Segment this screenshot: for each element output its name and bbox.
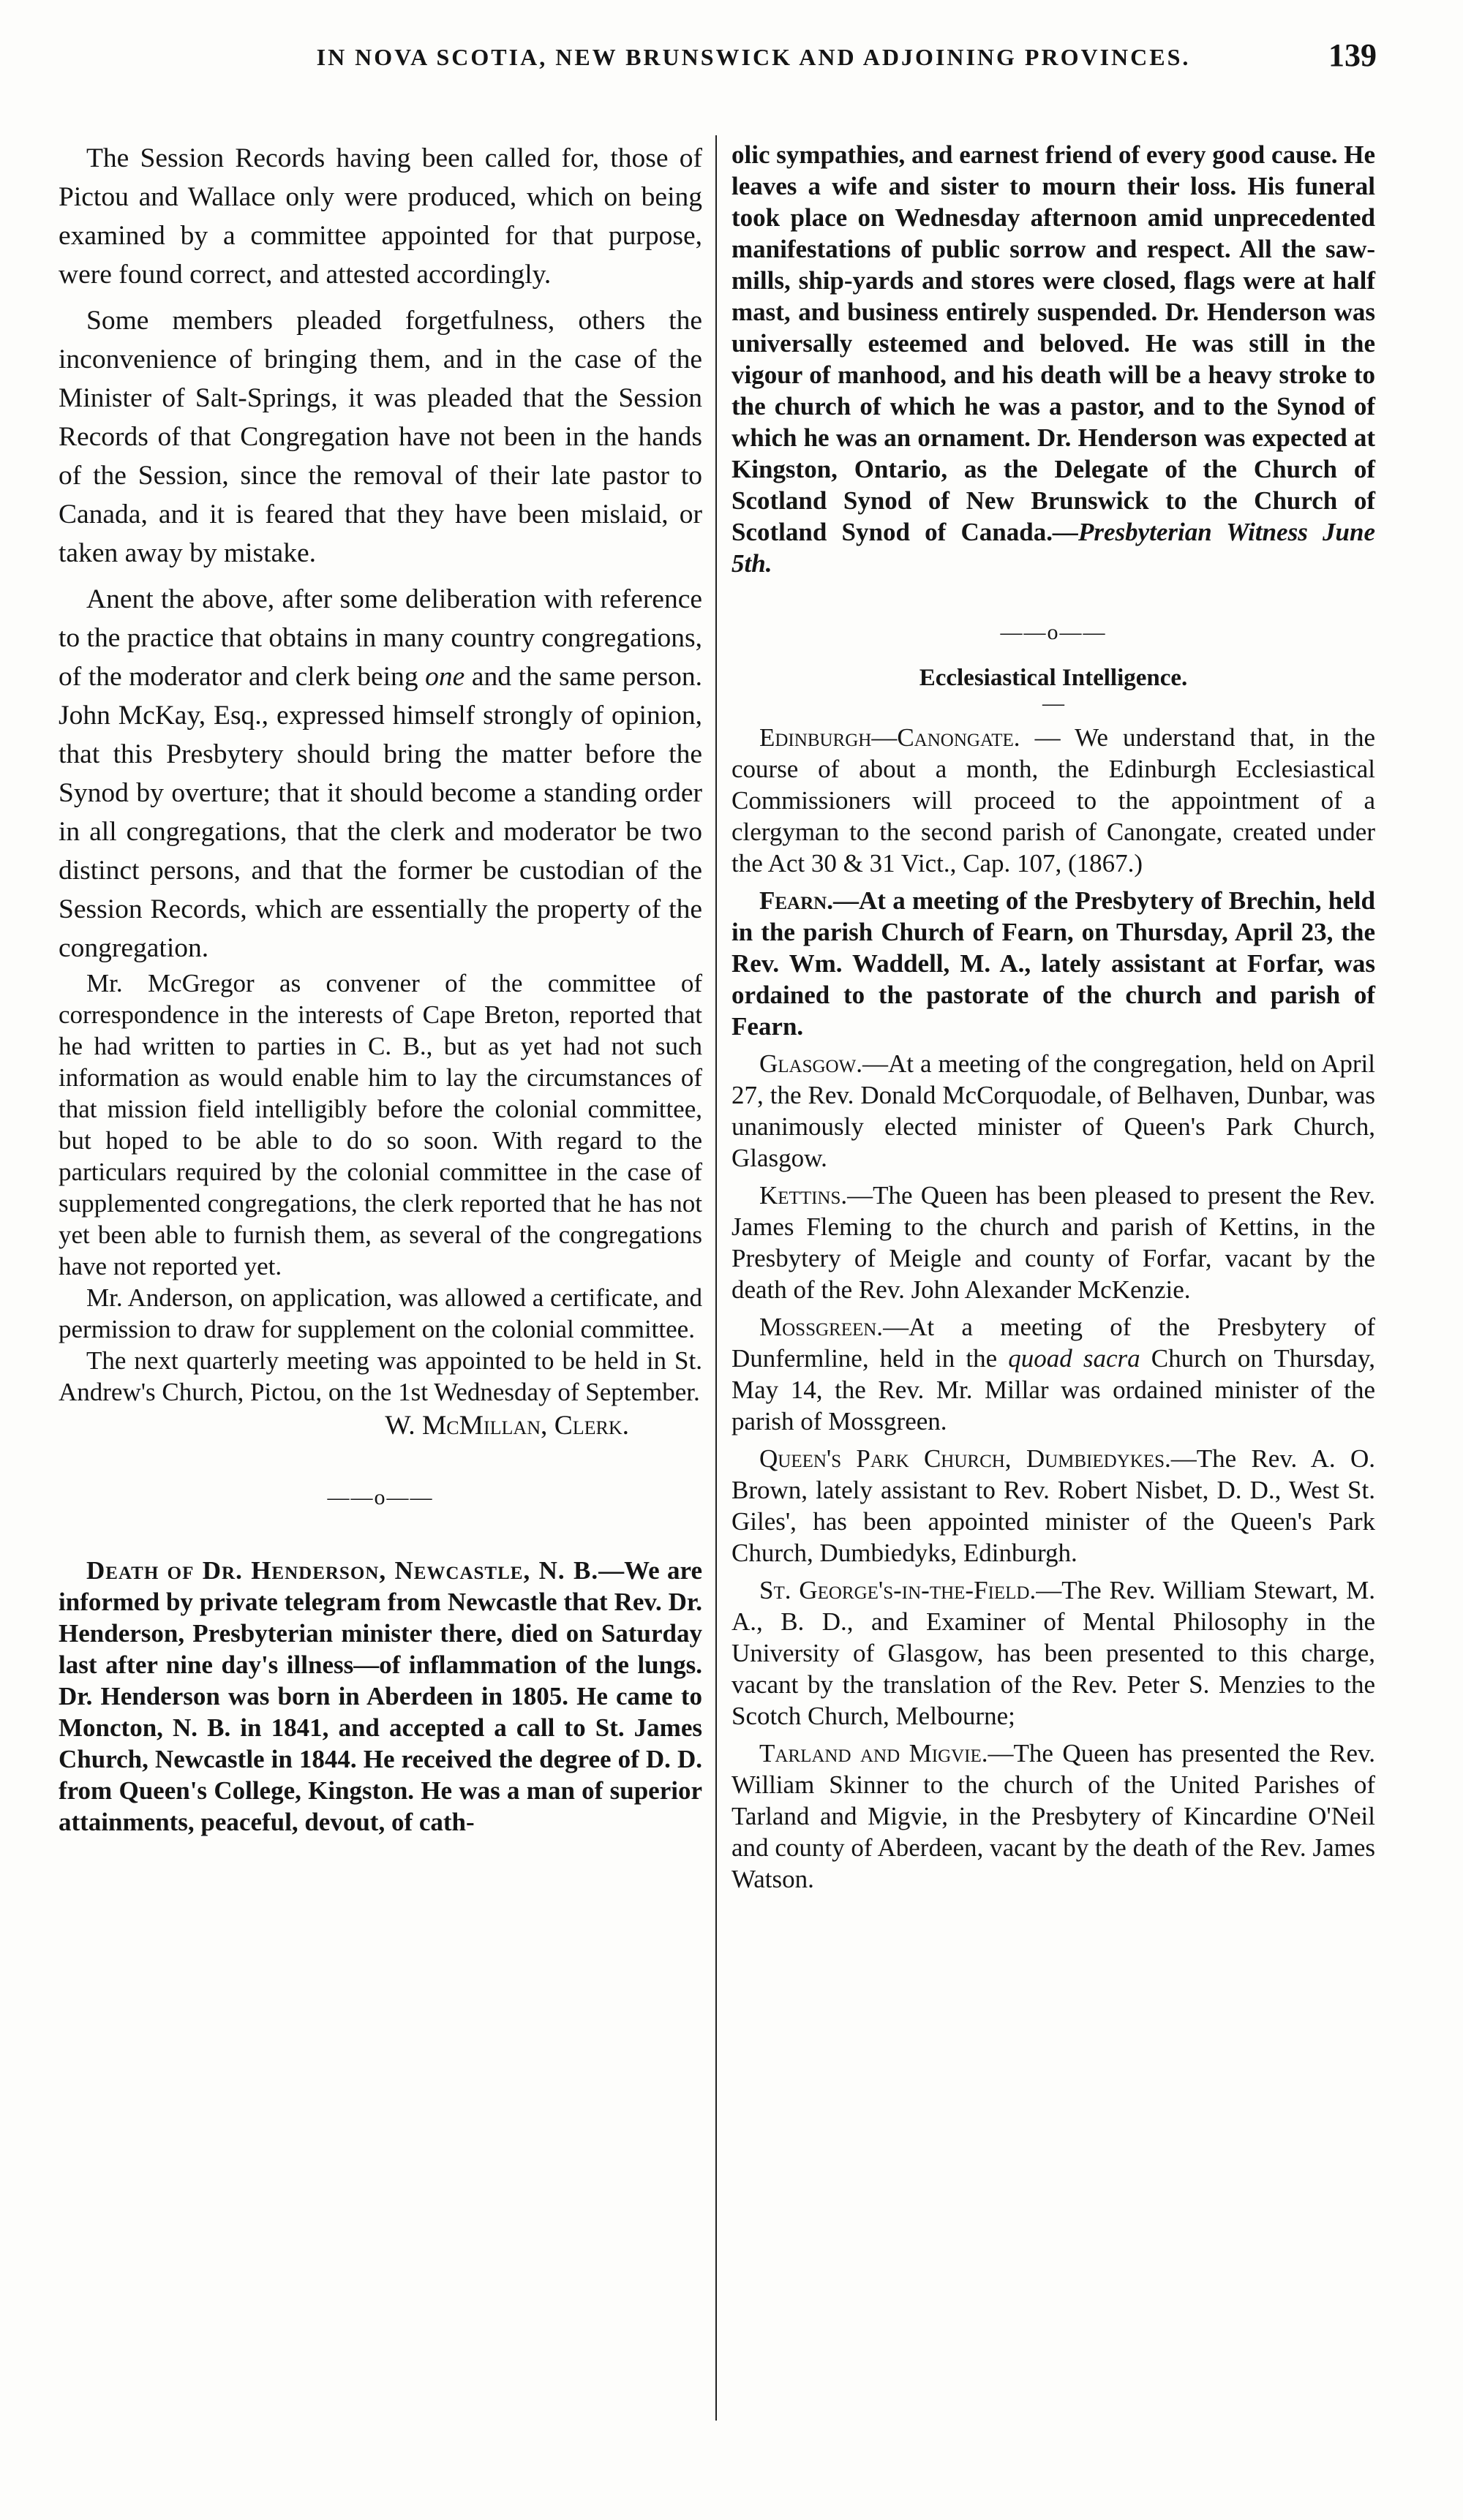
- item-place: Tarland and Migvie.: [759, 1739, 988, 1768]
- item-place: Fearn.: [759, 886, 833, 915]
- item-text: —The Rev. A. O. Brown, lately assistant to Rev. Robert Nisbet, D. D., West St. Giles', has been appointed minister of the Queen's Park Church, Dumbiedyks, Edinburgh.: [732, 1444, 1375, 1567]
- item-text: — We understand that, in the course of about a month, the Edinburgh Ecclesiastical Commissioners will proceed to the appointment of a clergyman to the second parish of Canongate, created under the Act 30 & 31 Vict., Cap. 107, (1867.): [732, 723, 1375, 878]
- page-number: 139: [1328, 37, 1377, 73]
- column-rule: [715, 135, 717, 2421]
- death-heading: Death of Dr. Henderson, Newcastle, N. B.: [86, 1556, 599, 1585]
- paragraph-forgetfulness: Some members pleaded forgetfulness, others the inconvenience of bringing them, and in the case of the Minister of Salt-Springs, it was pleaded that the Session Records of that Congregation have not been in the hands of the Session, since the removal of their late pastor to Canada, and it is feared that they have been mislaid, or taken away by mistake.: [59, 306, 702, 568]
- item-text: —The Queen has presented the Rev. William Skinner to the church of the United Parishes of Tarland and Migvie, in the Presbytery of Kincardine O'Neil and county of Aberdeen, vacant by the death of the Rev. James Watson.: [732, 1739, 1376, 1893]
- item-place: Edinburgh—Canongate.: [759, 723, 1020, 752]
- item-fearn: [732, 885, 1375, 1042]
- clerk-signature: W. McMillan, Clerk.: [385, 1411, 629, 1441]
- section-dash: —: [1042, 691, 1064, 715]
- anent-text-start: Anent the above, after some deliberation with reference to the practice that obtains in many country congregations, of the moderator and clerk being: [59, 584, 702, 692]
- paragraph-session-records: The Session Records having been called for, those of Pictou and Wallace only were produced, which on being examined by a committee appointed for that purpose, were found correct, and attested accordingly.: [59, 143, 702, 290]
- item-queens-park: [732, 1443, 1375, 1569]
- paragraph-next-meeting: The next quarterly meeting was appointed to be held in St. Andrew's Church, Pictou, on the 1st Wednesday of September.: [59, 1346, 702, 1406]
- section-divider-right: ——o——: [1000, 620, 1107, 644]
- item-text-end: Church on Thursday, May 14, the Rev. Mr. Millar was ordained minister of the parish of Mossgreen.: [732, 1344, 1375, 1436]
- death-continued-text: olic sympathies, and earnest friend of every good cause. He leaves a wife and sister to mourn their loss. His funeral took place on Wednesday afternoon amid unprecedented manifestations of public sorrow and respect. All the saw-mills, ship-yards and stores were closed, flags were at half mast, and business entirely suspended. Dr. Henderson was universally esteemed and beloved. He was still in the vigour of manhood, and his death will be a heavy stroke to the church of which he was a pastor, and to the Synod of which he was an ornament. Dr. Henderson was expected at Kingston, Ontario, as the Delegate of the Church of Scotland Synod of New Brunswick to the Church of Scotland Synod of Canada.: [732, 140, 1375, 546]
- item-place: Glasgow.: [759, 1049, 862, 1078]
- item-st-georges: [732, 1574, 1375, 1732]
- item-text: —The Queen has been pleased to present the Rev. James Fleming to the church and parish of Kettins, in the Presbytery of Meigle and county of Forfar, vacant by the death of the Rev. John Alexander McKenzie.: [732, 1181, 1375, 1304]
- item-text: —At a meeting of the Presbytery of Brechin, held in the parish Church of Fearn, on Thursday, April 23, the Rev. Wm. Waddell, M. A., lately assistant at Forfar, was ordained to the pastorate of the church and parish of Fearn.: [732, 886, 1375, 1041]
- section-heading: Ecclesiastical Intelligence.: [919, 665, 1188, 691]
- right-column: [732, 139, 1375, 1895]
- paragraph-death-continued: [732, 139, 1375, 579]
- item-mossgreen: [732, 1311, 1375, 1437]
- paragraph-anderson: Mr. Anderson, on application, was allowed a certificate, and permission to draw for supplement on the colonial committee.: [59, 1283, 702, 1343]
- running-title: IN NOVA SCOTIA, NEW BRUNSWICK AND ADJOINING PROVINCES.: [316, 44, 1191, 70]
- paragraph-mcgregor: Mr. McGregor as convener of the committee of correspondence in the interests of Cape Breton, reported that he had written to parties in C. B., but as yet had not such information as would enable him to lay the circumstances of that mission field intelligibly before the colonial committee, but hoped to be able to do so soon. With regard to the particulars required by the colonial committee in the case of supplemented congregations, the clerk reported that he has not yet been able to furnish them, as several of the congregations have not reported yet.: [59, 969, 702, 1280]
- item-text-start: —At a meeting of the Presbytery of Dunfermline, held in the: [732, 1313, 1375, 1373]
- item-kettins: [732, 1180, 1375, 1305]
- death-text: —We are informed by private telegram from Newcastle that Rev. Dr. Henderson, Presbyterian minister there, died on Saturday last after nine day's illness—of inflammation of the lungs. Dr. Henderson was born in Aberdeen in 1805. He came to Moncton, N. B. in 1841, and accepted a call to St. James Church, Newcastle in 1844. He received the degree of D. D. from Queen's College, Kingston. He was a man of superior attainments, peaceful, devout, of cath-: [59, 1556, 702, 1836]
- item-glasgow: [732, 1048, 1375, 1174]
- paragraph-anent: [59, 580, 702, 967]
- left-column: [59, 139, 702, 1838]
- item-text: —At a meeting of the congregation, held on April 27, the Rev. Donald McCorquodale, of Belhaven, Dunbar, was unanimously elected minister of Queen's Park Church, Glasgow.: [732, 1049, 1375, 1172]
- item-place: St. George's-in-the-Field.: [759, 1576, 1037, 1604]
- anent-emphasis: one: [425, 662, 465, 692]
- paragraph-death-notice: [59, 1555, 702, 1838]
- section-divider: ——o——: [327, 1485, 434, 1509]
- anent-text-end: and the same person. John McKay, Esq., expressed himself strongly of opinion, that this Presbytery should bring the matter before the Synod by overture; that it should become a standing order in all congregations, that the clerk and moderator be two distinct persons, and that the former be custodian of the Session Records, which are essentially the property of the congregation.: [59, 662, 702, 963]
- death-source: —Presbyterian Witness June 5th.: [732, 518, 1375, 578]
- item-place: Queen's Park Church, Dumbiedykes.: [759, 1444, 1171, 1473]
- item-place: Kettins.: [759, 1181, 848, 1210]
- item-text-emphasis: quoad sacra: [1008, 1344, 1140, 1373]
- item-place: Mossgreen.: [759, 1313, 884, 1341]
- item-edinburgh: [732, 722, 1375, 879]
- item-tarland: [732, 1738, 1375, 1895]
- item-text: —The Rev. William Stewart, M. A., B. D., and Examiner of Mental Philosophy in the University of Glasgow, has been presented to this charge, vacant by the translation of the Rev. Peter S. Menzies to the Scotch Church, Melbourne;: [732, 1576, 1375, 1730]
